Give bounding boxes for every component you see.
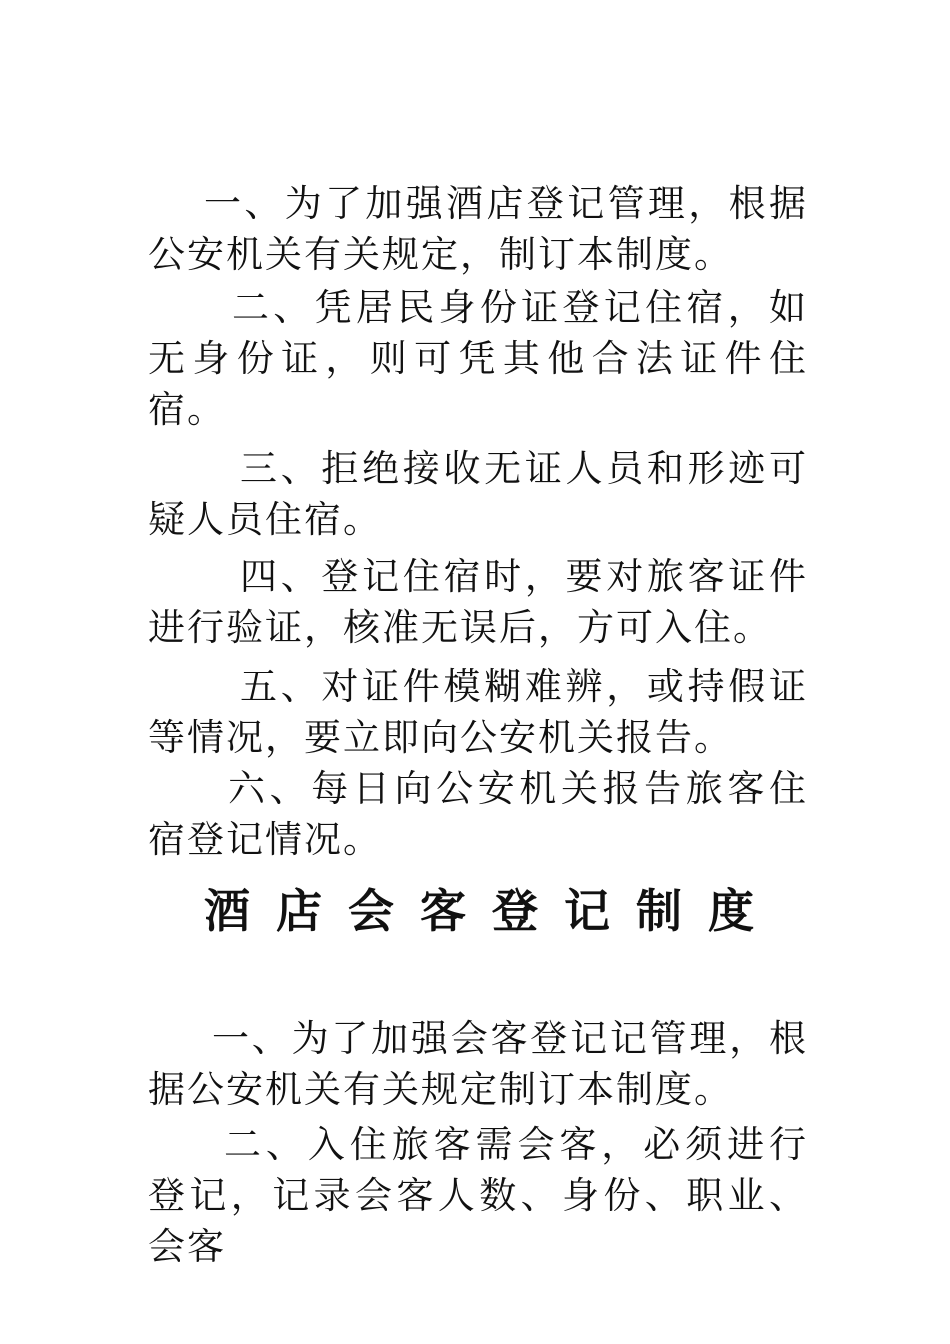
rule-paragraph-4: 四、登记住宿时，要对旅客证件进行验证，核准无误后，方可入住。 xyxy=(148,555,808,649)
rule-paragraph-6: 六、每日向公安机关报告旅客住宿登记情况。 xyxy=(148,767,808,861)
rule-paragraph-3: 三、拒绝接收无证人员和形迹可疑人员住宿。 xyxy=(148,447,808,541)
section-heading: 酒店会客登记制度 xyxy=(204,884,780,938)
document-page xyxy=(148,178,808,1272)
rule-paragraph-5: 五、对证件模糊难辨，或持假证等情况，要立即向公安机关报告。 xyxy=(148,665,808,759)
visitor-rule-paragraph-2: 二、入住旅客需会客，必须进行登记，记录会客人数、身份、职业、会客 xyxy=(148,1123,808,1268)
visitor-rule-paragraph-1: 一、为了加强会客登记记管理，根据公安机关有关规定制订本制度。 xyxy=(148,1017,808,1111)
rule-paragraph-1: 一、为了加强酒店登记管理，根据公安机关有关规定，制订本制度。 xyxy=(148,182,808,276)
rule-paragraph-2: 二、凭居民身份证登记住宿，如无身份证，则可凭其他合法证件住宿。 xyxy=(148,286,808,431)
